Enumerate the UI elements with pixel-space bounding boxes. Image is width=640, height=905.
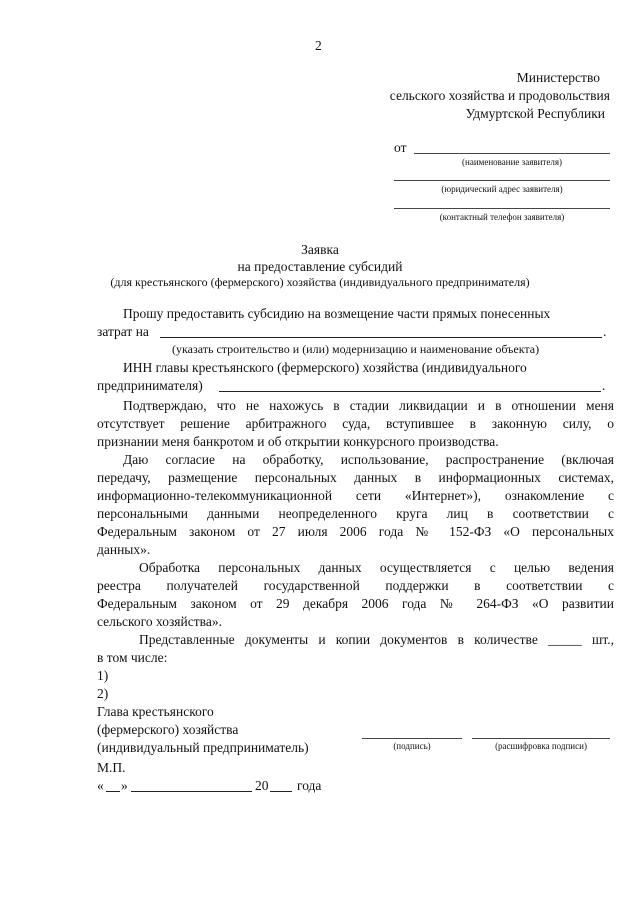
p5-line-1: Представленные документы и копии документов в количестве _____ шт., [139, 632, 614, 647]
date-open-quote: « [97, 778, 104, 793]
from-prefix: от [394, 140, 407, 155]
applicant-address-line [394, 180, 610, 181]
doc-subtitle: на предоставление субсидий [237, 259, 403, 274]
inn-line-2: предпринимателя) [97, 378, 203, 393]
hint-object: (указать строительство и (или) модернизацию и наименование объекта) [172, 342, 540, 356]
stamp-label: М.П. [97, 760, 126, 775]
p2-line-2: отсутствует решение арбитражного суда, вступившее в законную силу, о [97, 416, 614, 431]
addressee-line-1: Министерство [516, 70, 600, 85]
date-year-prefix: 20 [255, 778, 269, 793]
hint-signature-decode: (расшифровка подписи) [495, 741, 587, 751]
inn-line [219, 391, 601, 392]
date-year-suffix: года [297, 778, 322, 793]
p4-line-4: сельского хозяйства». [97, 614, 222, 629]
applicant-phone-line [394, 208, 610, 209]
addressee-line-3: Удмуртской Республики [465, 106, 605, 121]
inn-line-1: ИНН главы крестьянского (фермерского) хозяйства (индивидуального [123, 360, 527, 375]
page-number: 2 [315, 38, 322, 53]
signature-line [362, 738, 462, 739]
signer-role-line-2: (фермерского) хозяйства [97, 722, 239, 737]
p3-line-3: информационно-телекоммуникационной сети «Интернет»), ознакомление с [97, 488, 614, 503]
inn-end: . [602, 378, 606, 393]
date-month-line [131, 791, 252, 792]
p3-line-1: Даю согласие на обработку, использование, распространение (включая [123, 452, 614, 467]
doc-title: Заявка [301, 242, 339, 257]
p4-line-3: Федеральным законом от 29 декабря 2006 года № 264-ФЗ «О развитии [97, 596, 614, 611]
applicant-name-line [414, 153, 610, 154]
doc-title-note: (для крестьянского (фермерского) хозяйства (индивидуального предпринимателя) [110, 275, 530, 289]
p1-end: . [603, 324, 607, 339]
date-day-line [106, 791, 120, 792]
signature-decode-line [472, 738, 610, 739]
signer-role-line-1: Глава крестьянского [97, 704, 214, 719]
p3-line-6: данных». [97, 542, 151, 557]
p4-line-2: реестра получателей государственной поддержки в соответствии с [97, 578, 614, 593]
signer-role-line-3: (индивидуальный предприниматель) [97, 740, 309, 755]
hint-signature: (подпись) [393, 741, 431, 751]
p2-line-3: признании меня банкротом и об открытии конкурсного производства. [97, 434, 499, 449]
p3-line-4: персональными данными неопределенного круга лиц в соответствии с [97, 506, 614, 521]
p5-line-2: в том числе: [97, 650, 168, 665]
addressee-line-2: сельского хозяйства и продовольствия [389, 88, 610, 103]
hint-applicant-phone: (контактный телефон заявителя) [439, 212, 565, 222]
p3-line-5: Федеральным законом от 27 июля 2006 года № 152-ФЗ «О персональных [97, 524, 614, 539]
hint-applicant-name: (наименование заявителя) [462, 157, 562, 167]
p1-line-2: затрат на [97, 324, 149, 339]
p4-line-1: Обработка персональных данных осуществляется с целью ведения [139, 560, 614, 575]
list-item-1: 1) [97, 668, 109, 683]
date-close-quote: » [121, 778, 128, 793]
p3-line-2: передачу, размещение персональных данных в информационных системах, [97, 470, 614, 485]
date-year-line [270, 791, 292, 792]
p2-line-1: Подтверждаю, что не нахожусь в стадии ликвидации и в отношении меня [123, 398, 614, 413]
hint-applicant-address: (юридический адрес заявителя) [441, 184, 563, 194]
p1-line-1: Прошу предоставить субсидию на возмещение части прямых понесенных [123, 306, 551, 321]
object-name-line [160, 337, 602, 338]
list-item-2: 2) [97, 686, 109, 701]
